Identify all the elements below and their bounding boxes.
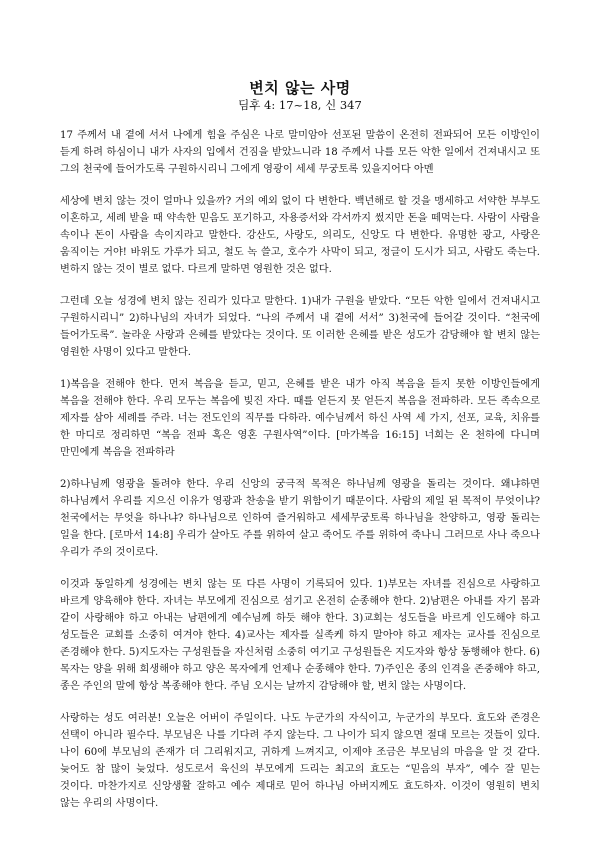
mission-glory-paragraph: 2)하나님께 영광을 돌려야 한다. 우리 신앙의 궁극적 목적은 하나님께 영광을 돌리는 것이다. 왜냐하면 하나님께서 우리를 지으신 이유가 영광과 찬송을 받기 위함이기 때문이다. 사람의 제일 된 목적이 무엇이냐? 천국에서는 무엇을 하나냐? 하나님으로 인하여 즐거워하고 세세무궁토록 하나님을 찬양하고, 영광 돌리는 일을 한다. [로마서 14:8] 우리가 살아도 주를 위하여 살고 죽어도 주를 위하여 죽나니 그러므로 사나 죽으나 우리가 주의 것이로다. xyxy=(60,479,540,558)
closing-paragraph: 사랑하는 성도 여러분! 오늘은 어버이 주일이다. 나도 누군가의 자식이고, 누군가의 부모다. 효도와 존경은 선택이 아니라 필수다. 부모님은 나를 기다려 주지 않는다. 그 나이가 되지 않으면 절대 모르는 것들이 있다. 나이 60에 부모님의 존재가 더 그리워지고, 귀하게 느껴지고, 이제야 조금은 부모님의 마음을 알 것 같다. 늦어도 참 많이 늦었다. 성도로서 육신의 부모에게 드리는 최고의 효도는 “믿음의 부자”, 예수 잘 믿는 것이다. 마찬가지로 신앙생활 잘하고 예수 제대로 믿어 하나님 아버지께도 효도하자. 이것이 영원히 변치 않는 우리의 사명이다. xyxy=(60,713,540,809)
page-title: 변치 않는 사명 xyxy=(249,79,351,97)
mission-gospel-paragraph: 1)복음을 전해야 한다. 먼저 복음을 듣고, 믿고, 은혜를 받은 내가 아직 복음을 듣지 못한 이방인들에게 복음을 전해야 한다. 우리 모두는 복음에 빚진 자다. 때를 얻든지 못 얻든지 복음을 전파하라. 모든 족속으로 제자를 삼아 세례를 주라. 너는 전도인의 직무를 다하라. 예수님께서 하신 사역 세 가지, 선포, 교육, 치유를 한 마디로 정리하면 “복음 전파 혹은 영혼 구원사역”이다. [마가복음 16:15] 너희는 온 천하에 다니며 만민에게 복음을 전파하라 xyxy=(60,379,540,458)
truth-paragraph: 그런데 오늘 성경에 변치 않는 진리가 있다고 말한다. 1)내가 구원을 받았다. “모든 악한 일에서 건져내시고 구원하시리니” 2)하나님의 자녀가 되었다. “나의 주께서 내 곁에 서서” 3)천국에 들어갈 것이다. “천국에 들어가도록”. 놀라운 사랑과 은혜를 받았다는 것이다. 또 이러한 은혜를 받은 성도가 감당해야 할 변치 않는 영원한 사명이 있다고 말한다. xyxy=(60,296,540,358)
scripture-reference: 딤후 4: 17~18, 신 347 xyxy=(238,98,362,112)
intro-paragraph: 세상에 변치 않는 것이 얼마나 있을까? 거의 예외 없이 다 변한다. 백년해로 할 것을 맹세하고 서약한 부부도 이혼하고, 세례 받을 때 약속한 믿음도 포기하고, 자용증서와 각서까지 썼지만 돈을 떼먹는다. 사람이 사람을 속이나 돈이 사람을 속이지라고 말한다. 강산도, 사랑도, 의리도, 신앙도 다 변한다. 유명한 광고, 사랑은 움직이는 거야! 바위도 가루가 되고, 철도 녹 쓸고, 호수가 사막이 되고, 정글이 도시가 되고, 사람도 죽는다. 변하지 않는 것이 별로 없다. 다르게 말하면 영원한 것은 없다. xyxy=(60,196,540,275)
scripture-paragraph: 17 주께서 내 곁에 서서 나에게 힘을 주심은 나로 말미암아 선포된 말씀이 온전히 전파되어 모든 이방인이 듣게 하려 하심이니 내가 사자의 입에서 건짐을 받았느니라 18 주께서 나를 모든 악한 일에서 건져내시고 또 그의 천국에 들어가도록 구원하시리니 그에게 영광이 세세 무궁토록 있을지어다 아멘 xyxy=(60,130,540,175)
sermon-body xyxy=(60,127,540,827)
other-missions-paragraph: 이것과 동일하게 성경에는 변치 않는 또 다른 사명이 기록되어 있다. 1)부모는 자녀를 진심으로 사랑하고 바르게 양육해야 한다. 자녀는 부모에게 진심으로 섬기고 온전히 순종해야 한다. 2)남편은 아내를 자기 몸과 같이 사랑해야 하고 아내는 남편에게 예수님께 하듯 해야 한다. 3)교회는 성도들을 바르게 인도해야 하고 성도들은 교회를 소중히 여겨야 한다. 4)교사는 제자를 실족케 하지 말아야 하고 제자는 교사를 진심으로 존경해야 한다. 5)지도자는 구성원들을 자신처럼 소중히 여기고 구성원들은 지도자와 항상 동행해야 한다. 6)목자는 양을 위해 희생해야 하고 양은 목자에게 언제나 순종해야 한다. 7)주인은 종의 인격을 존중해야 하고, 종은 주인의 말에 항상 복종해야 한다. 주님 오시는 날까지 감당해야 할, 변치 않는 사명이다. xyxy=(60,579,540,692)
